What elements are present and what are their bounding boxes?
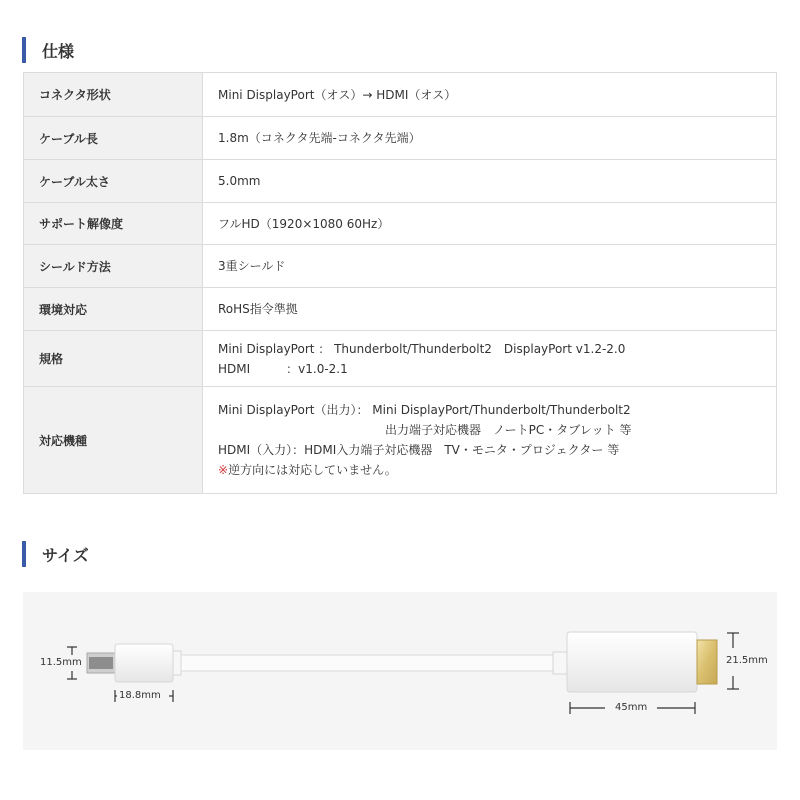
value-line: RoHS指令準拠: [218, 302, 298, 316]
row-value: [203, 331, 777, 387]
strain-relief: [553, 652, 567, 674]
mini-displayport-length-label: 18.8mm: [119, 690, 161, 701]
heading-accent-bar: [22, 541, 26, 567]
value-line: HDMI（入力）：HDMI入力端子対応機器 TV・モニタ・プロジェクター 等: [218, 443, 620, 457]
row-value: [203, 117, 777, 160]
row-value: [203, 245, 777, 288]
value-line: Mini DisplayPort ： Thunderbolt/Thunderbolt2 DisplayPort v1.2-2.0: [218, 341, 626, 356]
row-key: 規格: [24, 331, 203, 387]
cable-illustration: [23, 592, 777, 750]
table-row: [24, 245, 777, 288]
value-line: フルHD（1920×1080 60Hz）: [218, 216, 390, 231]
row-key: 対応機種: [24, 387, 203, 494]
row-value: [203, 160, 777, 203]
spec-table: [23, 72, 777, 494]
row-key: コネクタ形状: [24, 73, 203, 117]
size-diagram: [23, 592, 777, 750]
note-mark: ※: [218, 463, 229, 477]
strain-relief: [173, 651, 181, 675]
compatibility-note: [218, 460, 776, 480]
hdmi-height-label: 21.5mm: [726, 655, 768, 666]
mini-displayport-plug: [87, 653, 115, 673]
size-section-title: サイズ: [42, 545, 89, 565]
row-value: [203, 387, 777, 494]
value-line: Mini DisplayPort（出力）： Mini DisplayPort/Thunderbolt/Thunderbolt2: [218, 403, 631, 417]
row-key: ケーブル太さ: [24, 160, 203, 203]
table-row: [24, 331, 777, 387]
table-row: [24, 203, 777, 245]
note-text: 逆方向には対応していません。: [228, 463, 397, 477]
value-line: HDMI ：v1.0-2.1: [218, 361, 348, 376]
row-value: [203, 73, 777, 117]
table-row: [24, 73, 777, 117]
row-key: シールド方法: [24, 245, 203, 288]
value-line: 1.8m（コネクタ先端-コネクタ先端）: [218, 131, 421, 145]
value-line: 3重シールド: [218, 259, 286, 273]
table-row: [24, 160, 777, 203]
mini-displayport-height-label: 11.5mm: [40, 657, 82, 668]
row-value: [203, 203, 777, 245]
row-key: ケーブル長: [24, 117, 203, 160]
row-key: 環境対応: [24, 288, 203, 331]
spec-section-heading: [22, 37, 74, 63]
mini-displayport-housing: [115, 644, 173, 682]
row-key: サポート解像度: [24, 203, 203, 245]
spec-section-title: 仕様: [42, 41, 75, 61]
value-line: 出力端子対応機器 ノートPC・タブレット 等: [385, 423, 632, 437]
value-line: 5.0mm: [218, 174, 261, 188]
row-value: [203, 288, 777, 331]
size-section-heading: [22, 541, 89, 567]
table-row: [24, 387, 777, 494]
value-line: Mini DisplayPort（オス）→ HDMI（オス）: [218, 87, 457, 102]
hdmi-plug: [697, 640, 717, 684]
hdmi-length-label: 45mm: [615, 702, 648, 713]
hdmi-housing: [567, 632, 697, 692]
table-row: [24, 117, 777, 160]
cable: [181, 655, 553, 671]
table-row: [24, 288, 777, 331]
heading-accent-bar: [22, 37, 26, 63]
